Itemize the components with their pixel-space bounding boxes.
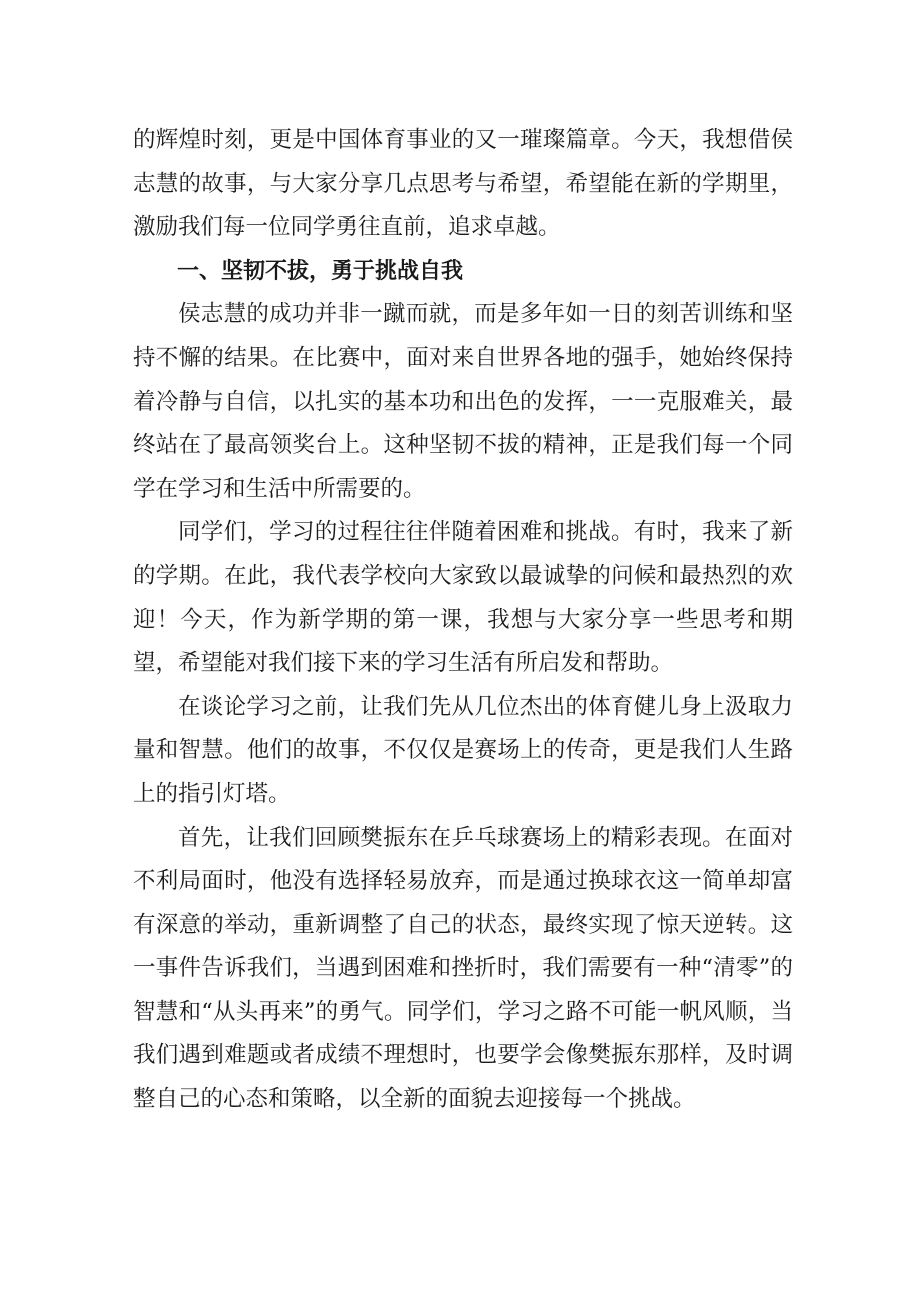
paragraph-fan-zhendong: 首先，让我们回顾樊振东在乒乓球赛场上的精彩表现。在面对不利局面时，他没有选择轻易放弃，而是通过换球衣这一简单却富有深意的举动，重新调整了自己的状态，最终实现了惊天逆转。这一事件告诉我们，当遇到困难和挫折时，我们需要有一种“清零”的智慧和“从头再来”的勇气。同学们，学习之路不可能一帆风顺，当我们遇到难题或者成绩不理想时，也要学会像樊振东那样，及时调整自己的心态和策略，以全新的面貌去迎接每一个挑战。 [133, 824, 793, 1113]
document-body [133, 119, 793, 1122]
section-heading: 一、坚韧不拔，勇于挑战自我 [177, 258, 464, 284]
paragraph-intro-continuation: 的辉煌时刻，更是中国体育事业的又一璀璨篇章。今天，我想借侯志慧的故事，与大家分享几点思考与希望，希望能在新的学期里，激励我们每一位同学勇往直前，追求卓越。 [133, 127, 793, 241]
paragraph-challenges: 同学们，学习的过程往往伴随着困难和挑战。有时，我来了新的学期。在此，我代表学校向大家致以最诚挚的问候和最热烈的欢迎！今天，作为新学期的第一课，我想与大家分享一些思考和期望，希望能对我们接下来的学习生活有所启发和帮助。 [133, 519, 793, 677]
paragraph-athletes: 在谈论学习之前，让我们先从几位杰出的体育健儿身上汲取力量和智慧。他们的故事，不仅仅是赛场上的传奇，更是我们人生路上的指引灯塔。 [133, 693, 793, 807]
paragraph-hou-zhihui: 侯志慧的成功并非一蹴而就，而是多年如一日的刻苦训练和坚持不懈的结果。在比赛中，面对来自世界各地的强手，她始终保持着冷静与自信，以扎实的基本功和出色的发挥，一一克服难关，最终站在了最高领奖台上。这种坚韧不拔的精神，正是我们每一个同学在学习和生活中所需要的。 [133, 301, 793, 502]
